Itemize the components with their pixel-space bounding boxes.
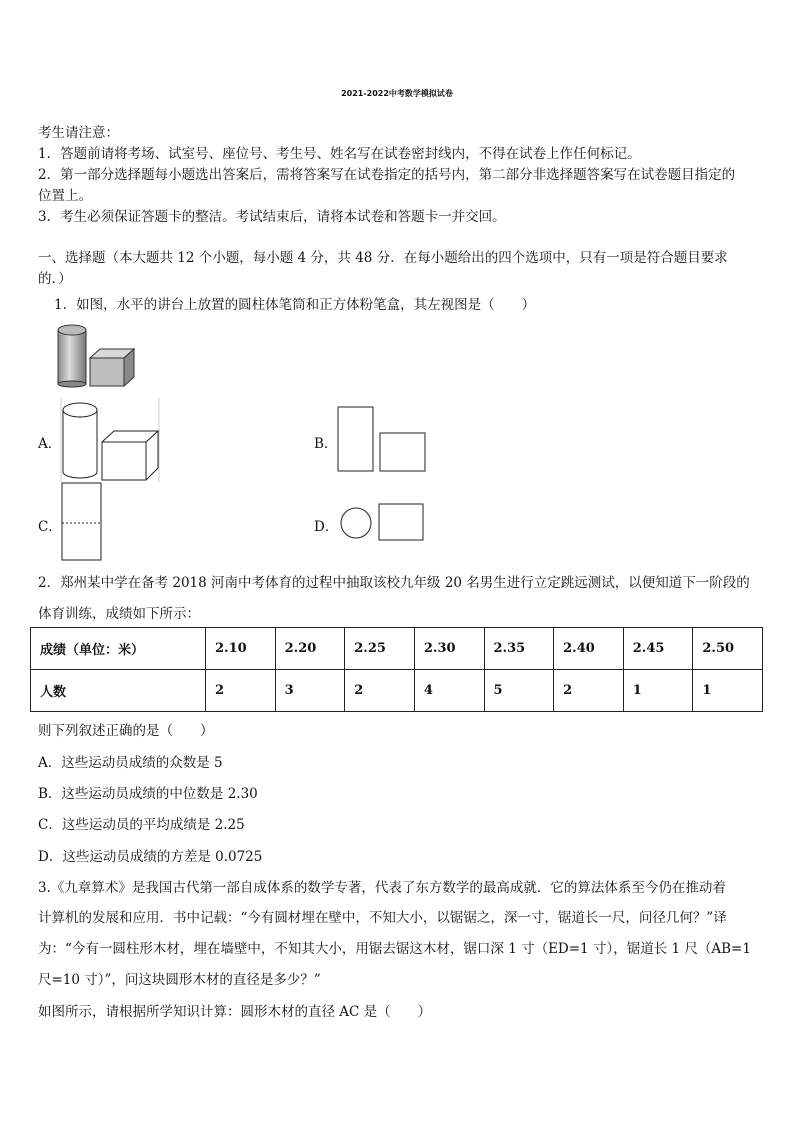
q2-option-c: C．这些运动员的平均成绩是 2.25: [38, 817, 245, 833]
notice-item-3: 3．考生必须保证答题卡的整洁。考试结束后，请将本试卷和答题卡一并交回。: [38, 209, 506, 225]
table-cell: 2: [554, 670, 624, 712]
table-cell: 2.20: [275, 628, 345, 670]
q3-line-4: 尺=10 寸）”，问这块圆形木材的直径是多少？”: [38, 972, 321, 988]
notice-item-1: 1．答题前请将考场、试室号、座位号、考生号、姓名写在试卷密封线内，不得在试卷上作任何标记。: [38, 146, 641, 162]
table-cell: 1: [693, 670, 763, 712]
table-cell: 2.25: [345, 628, 415, 670]
q1-option-b-label: B．: [314, 436, 338, 452]
q2-stem: 2．郑州某中学在备考 2018 河南中考体育的过程中抽取该校九年级 20 名男生进行立定跳远测试，以便知道下一阶段的: [38, 575, 750, 591]
q1-figure: [50, 322, 140, 388]
table-cell: 5: [484, 670, 554, 712]
table-cell: 2.50: [693, 628, 763, 670]
notice-heading: 考生请注意：: [38, 125, 119, 141]
q2-question: 则下列叙述正确的是（ ）: [38, 723, 214, 739]
q3-line-3: 为：“今有一圆柱形木材，埋在墙壁中，不知其大小，用锯去锯这木材，锯口深 1 寸（ED=1 寸），锯道长 1 尺（AB=1: [38, 941, 751, 957]
q2-option-b: B．这些运动员成绩的中位数是 2.30: [38, 786, 258, 802]
q2-option-a: A．这些运动员成绩的众数是 5: [38, 755, 223, 771]
q1-option-b-figure: [336, 405, 428, 473]
q1-option-c-figure: [60, 481, 104, 563]
notice-item-2: 2．第一部分选择题每小题选出答案后，需将答案写在试卷指定的括号内，第二部分非选择题答案写在试卷题目指定的: [38, 167, 736, 183]
score-table: [30, 627, 763, 712]
table-cell: 2.35: [484, 628, 554, 670]
q1-option-c-label: C．: [38, 519, 62, 535]
table-cell: 2: [206, 670, 276, 712]
table-cell: 4: [414, 670, 484, 712]
table-cell: 2.40: [554, 628, 624, 670]
q1-stem: 1．如图，水平的讲台上放置的圆柱体笔筒和正方体粉笔盒，其左视图是（ ）: [54, 297, 536, 313]
table-cell: 2.45: [623, 628, 693, 670]
table-row: [31, 628, 763, 670]
section-heading: 一、选择题（本大题共 12 个小题，每小题 4 分，共 48 分．在每小题给出的四个选项中，只有一项是符合题目要求: [38, 250, 728, 266]
q1-option-a-figure: [58, 398, 162, 482]
table-cell: 成绩（单位：米）: [31, 628, 206, 670]
q3-line-1: 3.《九章算术》是我国古代第一部自成体系的数学专著，代表了东方数学的最高成就．它的算法体系至今仍在推动着: [38, 880, 726, 896]
notice-item-2-cont: 位置上。: [38, 188, 92, 204]
table-cell: 1: [623, 670, 693, 712]
table-cell: 2.30: [414, 628, 484, 670]
table-cell: 3: [275, 670, 345, 712]
q3-question: 如图所示，请根据所学知识计算：圆形木材的直径 AC 是（ ）: [38, 1004, 432, 1020]
q1-option-d-label: D．: [314, 519, 339, 535]
table-cell: 2.10: [206, 628, 276, 670]
section-heading-cont: 的．）: [38, 271, 72, 287]
q2-stem-cont: 体育训练，成绩如下所示：: [38, 606, 200, 622]
q1-option-d-figure: [338, 501, 426, 543]
table-cell: 2: [345, 670, 415, 712]
q3-line-2: 计算机的发展和应用．书中记载：“今有圆材埋在壁中，不知大小，以锯锯之，深一寸，锯道长一尺，问径几何？”译: [38, 910, 727, 926]
table-cell: 人数: [31, 670, 206, 712]
page-title: 2021-2022中考数学模拟试卷: [341, 89, 453, 98]
q2-option-d: D．这些运动员成绩的方差是 0.0725: [38, 849, 263, 865]
table-row: [31, 670, 763, 712]
q1-option-a-label: A．: [38, 436, 62, 452]
